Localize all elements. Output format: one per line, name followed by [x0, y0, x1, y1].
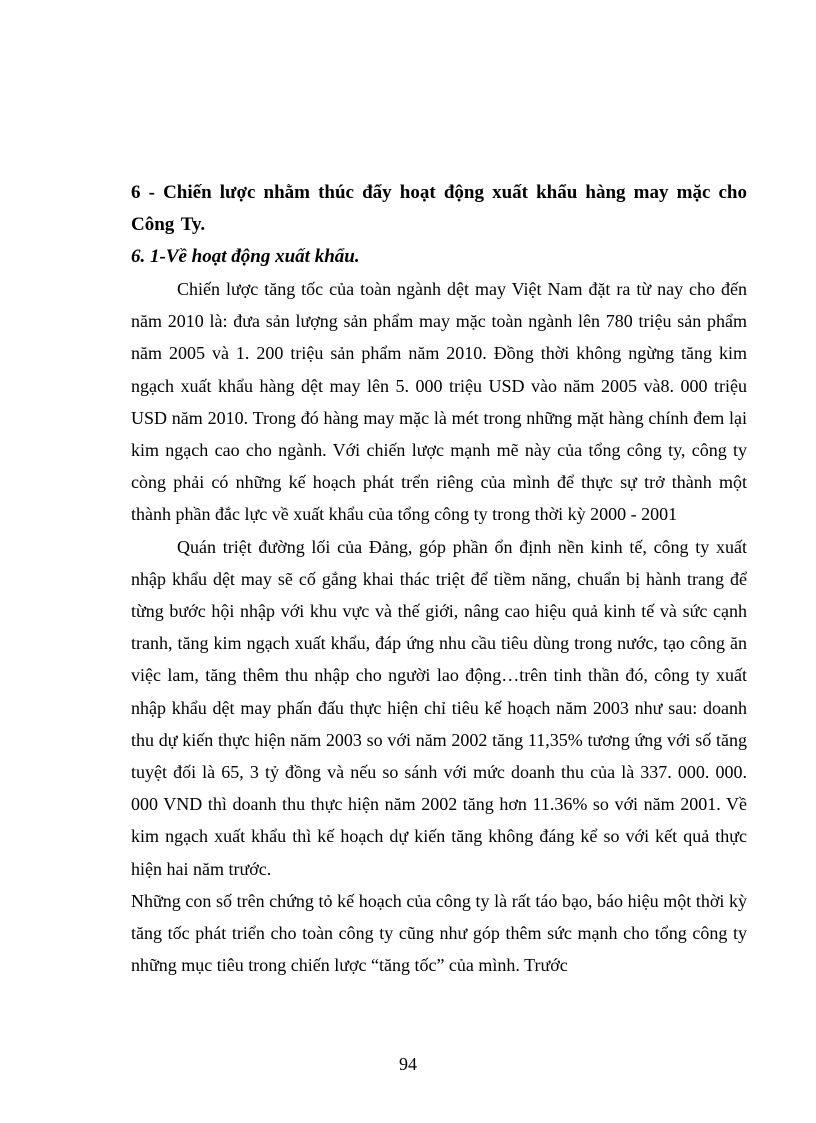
- section-heading: 6 - Chiến lược nhằm thúc đẩy hoạt động xuất khẩu hàng may mặc cho Công Ty.: [131, 182, 747, 235]
- paragraph-3: Những con số trên chứng tỏ kế hoạch của công ty là rất táo bạo, báo hiệu một thời kỳ tăng tốc phát triển cho toàn công ty cũng như góp thêm sức mạnh cho tổng công ty những mục tiêu trong chiến lược “tăng tốc” của mình. Trước: [131, 890, 747, 976]
- page-number: 94: [399, 1054, 417, 1074]
- paragraph-1: Chiến lược tăng tốc của toàn ngành dệt may Việt Nam đặt ra từ nay cho đến năm 2010 là: đưa sản lượng sản phẩm may mặc toàn ngành lên 780 triệu sản phẩm năm 2005 và 1. 200 triệu sản phẩm năm 2010. Đồng thời không ngừng tăng kim ngạch xuất khẩu hàng dệt may lên 5. 000 triệu USD vào năm 2005 và8. 000 triệu USD năm 2010. Trong đó hàng may mặc là mét trong những mặt hàng chính đem lại kim ngạch cao cho ngành. Với chiến lược mạnh mẽ này của tổng công ty, công ty còng phải có những kế hoạch phát trển riêng của mình để thực sự trở thành một thành phần đắc lực về xuất khẩu của tổng công ty trong thời kỳ 2000 - 2001: [131, 279, 747, 525]
- paragraph-2: Quán triệt đường lối của Đảng, góp phần ổn định nền kinh tế, công ty xuất nhập khẩu dệt may sẽ cố gắng khai thác triệt để tiềm năng, chuẩn bị hành trang để từng bước hội nhập với khu vực và thế giới, nâng cao hiệu quả kinh tế và sức cạnh tranh, tăng kim ngạch xuất khẩu, đáp ứng nhu cầu tiêu dùng trong nước, tạo công ăn việc lam, tăng thêm thu nhập cho người lao động…trên tinh thần đó, công ty xuất nhập khẩu dệt may phấn đấu thực hiện chỉ tiêu kế hoạch năm 2003 như sau: doanh thu dự kiến thực hiện năm 2003 so với năm 2002 tăng 11,35% tương ứng với số tăng tuyệt đối là 65, 3 tỷ đồng và nếu so sánh với mức doanh thu của là 337. 000. 000. 000 VND thì doanh thu thực hiện năm 2002 tăng hơn 11.36% so với năm 2001. Về kim ngạch xuất khẩu thì kế hoạch dự kiến tăng không đáng kể so với kết quả thực hiện hai năm trước.: [131, 536, 747, 879]
- subsection-heading: 6. 1-Về hoạt động xuất khẩu.: [131, 246, 360, 267]
- document-body: [131, 177, 747, 981]
